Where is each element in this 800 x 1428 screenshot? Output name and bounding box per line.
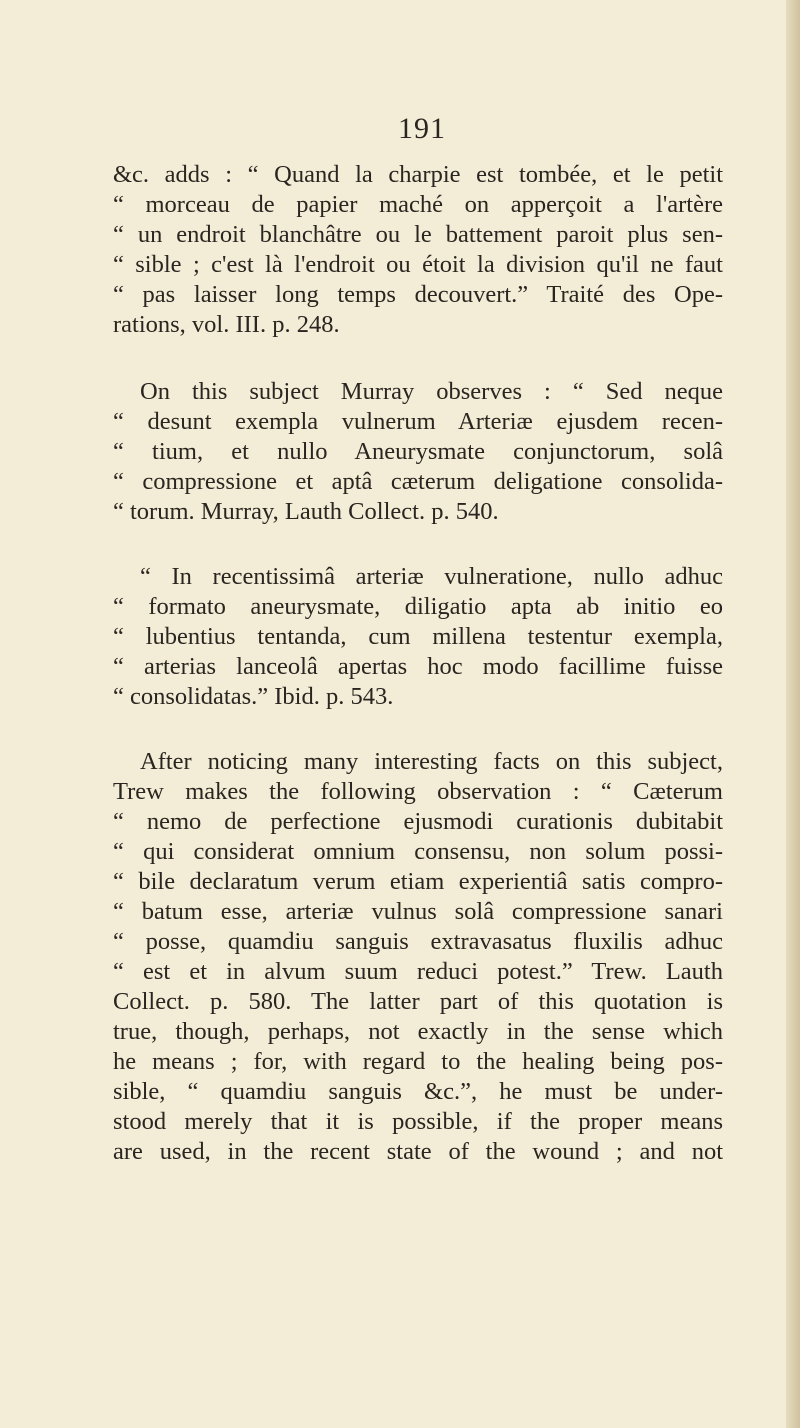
- text-line: “ batum esse, arteriæ vulnus solâ compressione sanari: [113, 898, 723, 925]
- text-line: “ formato aneurysmate, diligatio apta ab initio eo: [113, 593, 723, 620]
- text-line: “ torum. Murray, Lauth Collect. p. 540.: [113, 498, 499, 525]
- text-line: After noticing many interesting facts on this subject,: [140, 748, 723, 775]
- text-line: &c. adds : “ Quand la charpie est tombée, et le petit: [113, 161, 723, 188]
- text-line: “ arterias lanceolâ apertas hoc modo facillime fuisse: [113, 653, 723, 680]
- text-line: “ qui considerat omnium consensu, non solum possi-: [113, 838, 723, 865]
- text-line: “ nemo de perfectione ejusmodi curationis dubitabit: [113, 808, 723, 835]
- text-line: Trew makes the following observation : “ Cæterum: [113, 778, 723, 805]
- text-line: Collect. p. 580. The latter part of this quotation is: [113, 988, 723, 1015]
- text-line: “ bile declaratum verum etiam experientiâ satis compro-: [113, 868, 723, 895]
- text-line: On this subject Murray observes : “ Sed neque: [140, 378, 723, 405]
- text-line: rations, vol. III. p. 248.: [113, 311, 340, 338]
- text-line: true, though, perhaps, not exactly in the sense which: [113, 1018, 723, 1045]
- text-line: “ sible ; c'est là l'endroit ou étoit la division qu'il ne faut: [113, 251, 723, 278]
- text-line: “ desunt exempla vulnerum Arteriæ ejusdem recen-: [113, 408, 723, 435]
- text-line: stood merely that it is possible, if the proper means: [113, 1108, 723, 1135]
- text-line: “ tium, et nullo Aneurysmate conjunctorum, solâ: [113, 438, 723, 465]
- text-line: “ posse, quamdiu sanguis extravasatus fluxilis adhuc: [113, 928, 723, 955]
- text-line: “ lubentius tentanda, cum millena testentur exempla,: [113, 623, 723, 650]
- page-number: 191: [398, 112, 446, 145]
- text-line: “ pas laisser long temps decouvert.” Traité des Ope-: [113, 281, 723, 308]
- text-line: “ un endroit blanchâtre ou le battement paroit plus sen-: [113, 221, 723, 248]
- text-line: sible, “ quamdiu sanguis &c.”, he must be under-: [113, 1078, 723, 1105]
- text-line: “ morceau de papier maché on apperçoit a l'artère: [113, 191, 723, 218]
- text-line: “ consolidatas.” Ibid. p. 543.: [113, 683, 394, 710]
- text-line: are used, in the recent state of the wound ; and not: [113, 1138, 723, 1165]
- text-line: “ In recentissimâ arteriæ vulneratione, nullo adhuc: [140, 563, 723, 590]
- text-line: “ compressione et aptâ cæterum deligatione consolida-: [113, 468, 723, 495]
- text-line: “ est et in alvum suum reduci potest.” Trew. Lauth: [113, 958, 723, 985]
- text-line: he means ; for, with regard to the healing being pos-: [113, 1048, 723, 1075]
